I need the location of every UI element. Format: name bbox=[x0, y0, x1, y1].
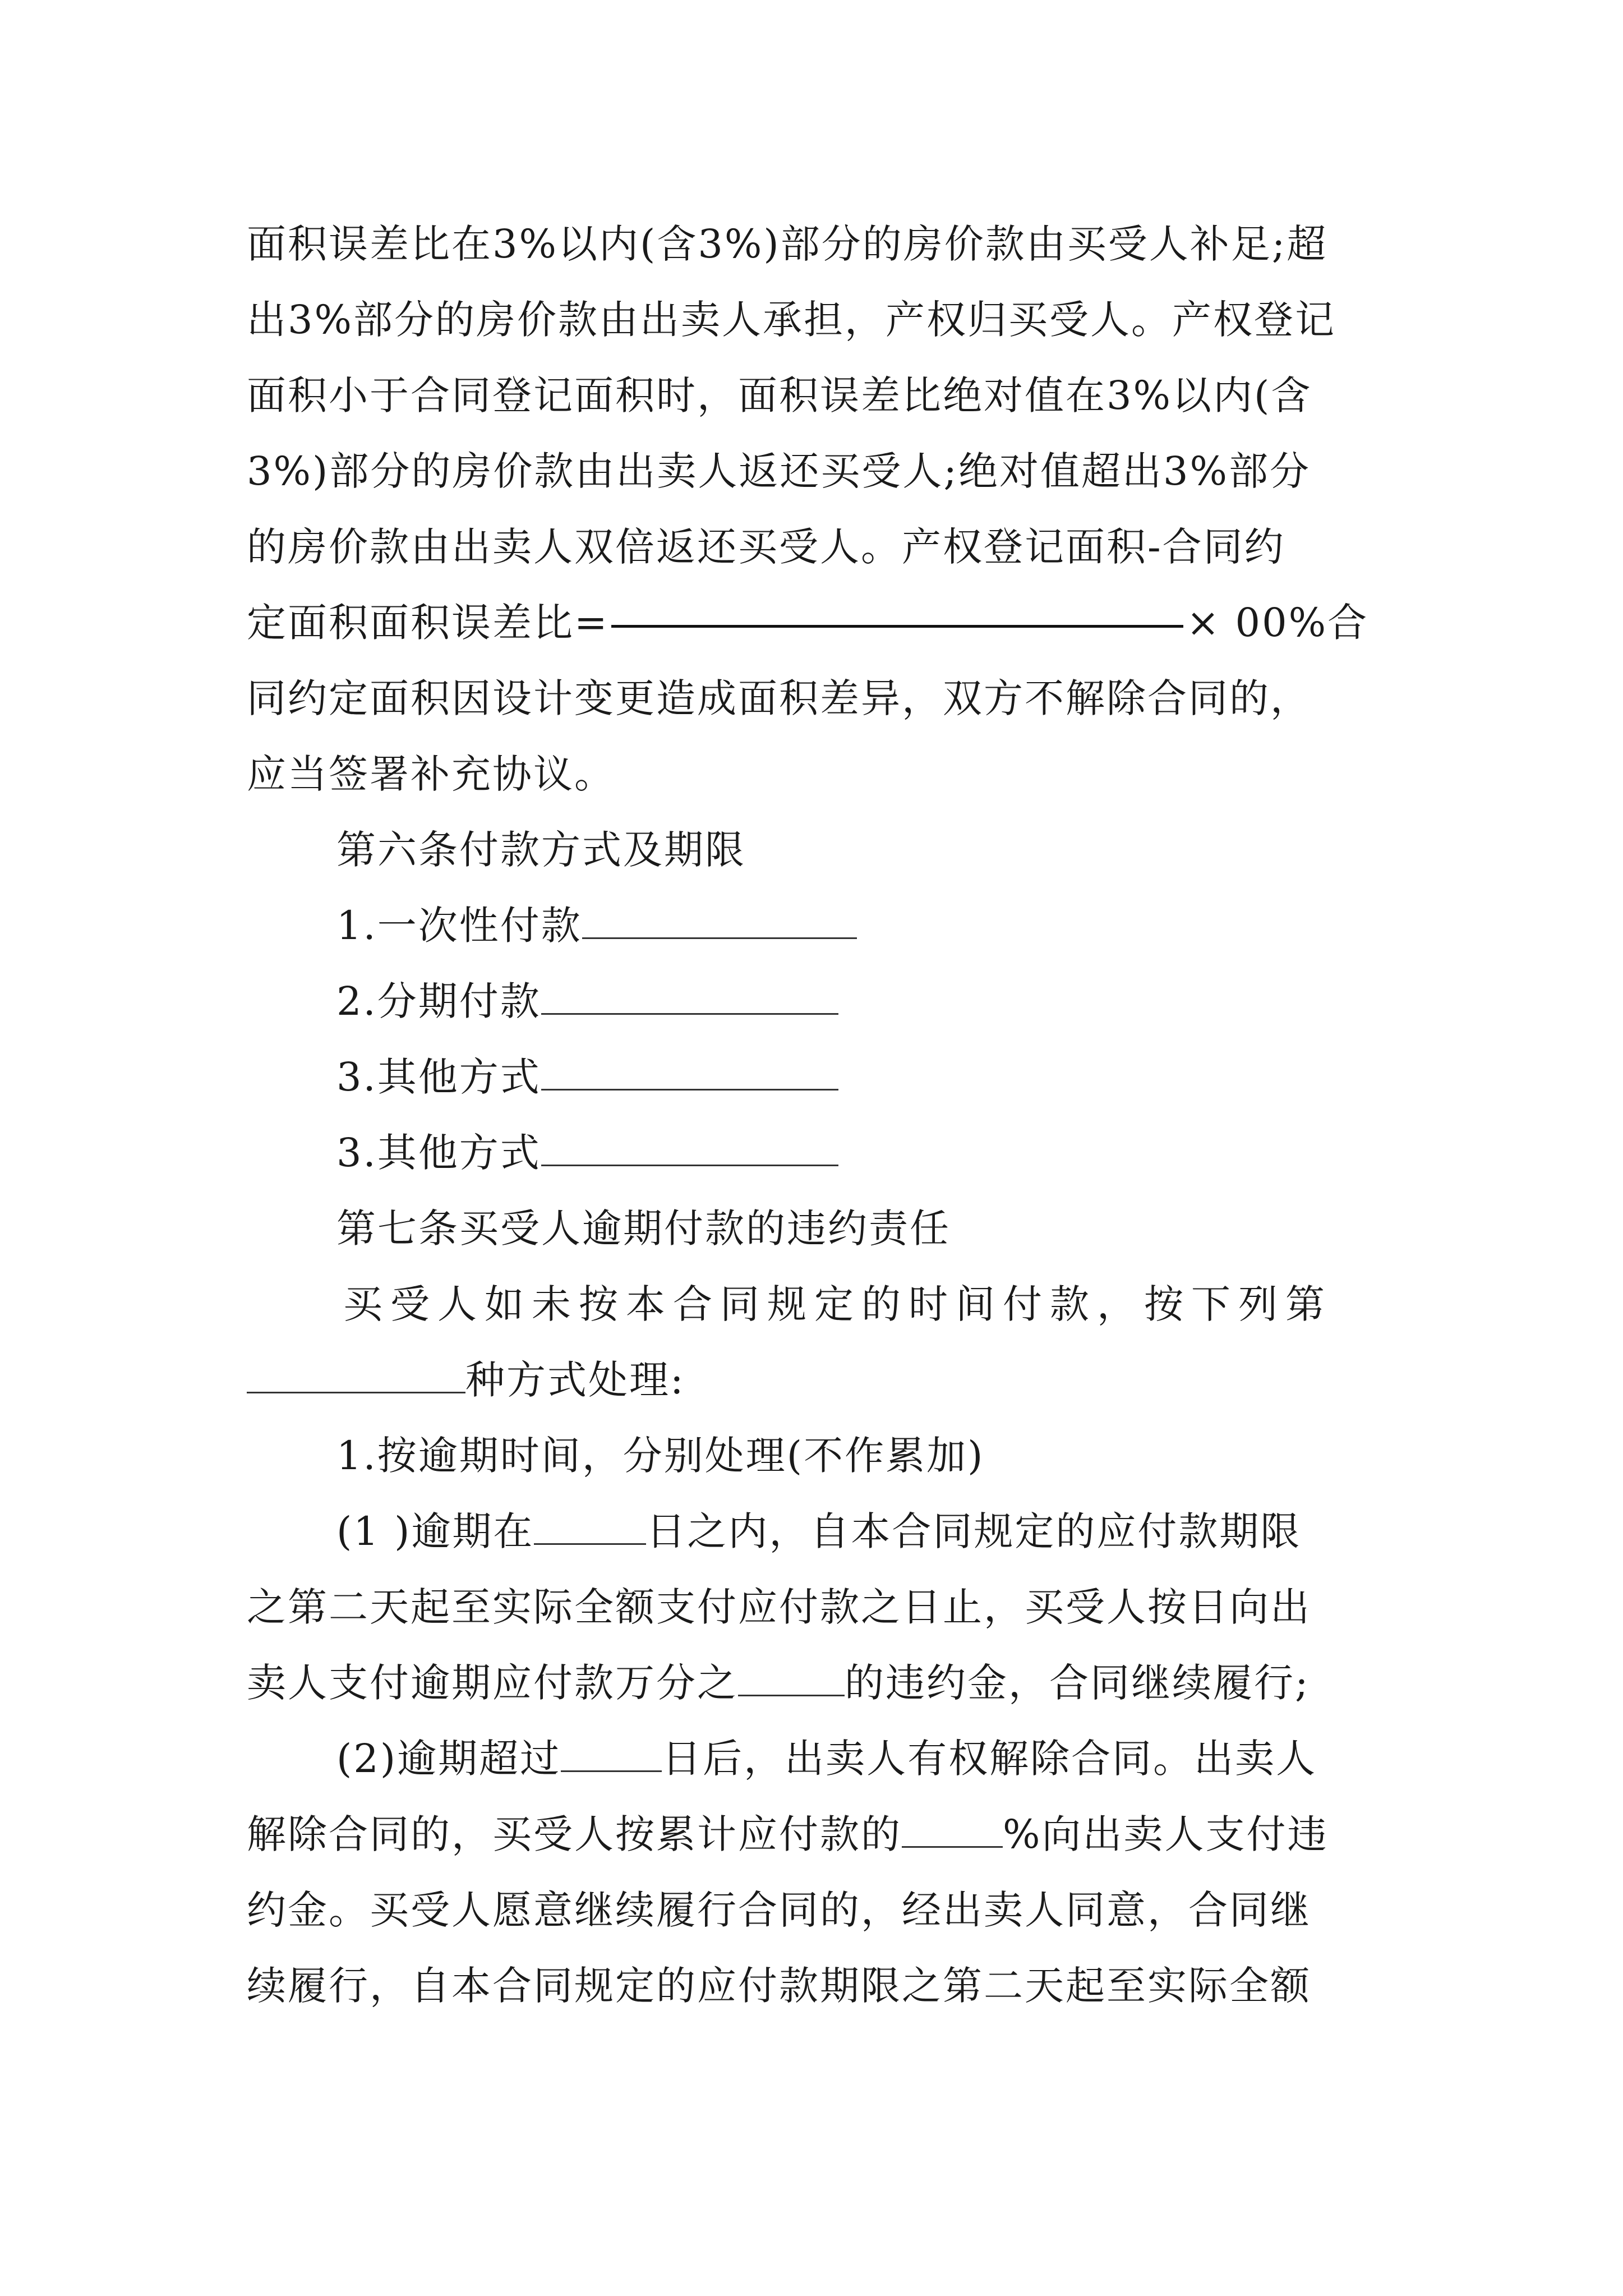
paragraph-line bbox=[247, 1341, 1396, 1419]
paragraph-line: 之第二天起至实际全额支付应付款之日止，买受人按日向出 bbox=[247, 1584, 1311, 1630]
sub-clause-2 bbox=[336, 1719, 1396, 1798]
paragraph-line: 面积误差比在3%以内(含3%)部分的房价款由买受人补足;超 bbox=[247, 221, 1328, 267]
paragraph-line: 续履行，自本合同规定的应付款期限之第二天起至实际全额 bbox=[247, 1963, 1311, 2009]
paragraph-line: 3%)部分的房价款由出卖人返还买受人;绝对值超出3%部分 bbox=[247, 448, 1311, 494]
payment-option-3 bbox=[336, 1038, 1396, 1116]
payment-option-1 bbox=[336, 886, 1396, 965]
paragraph-text: (2)逾期超过 bbox=[336, 1736, 561, 1782]
fill-in-blank[interactable] bbox=[541, 979, 838, 1015]
paragraph-line: 买受人如未按本合同规定的时间付款，按下列第 bbox=[343, 1281, 1332, 1327]
paragraph-line: 约金。买受人愿意继续履行合同的，经出卖人同意，合同继 bbox=[247, 1887, 1311, 1933]
paragraph-text: %向出卖人支付违 bbox=[1003, 1811, 1329, 1857]
paragraph-text: 日后，出卖人有权解除合同。出卖人 bbox=[662, 1736, 1317, 1782]
fill-in-blank[interactable] bbox=[561, 1737, 662, 1772]
paragraph-text: 的违约金，合同继续履行; bbox=[845, 1660, 1310, 1706]
payment-option-4 bbox=[336, 1114, 1396, 1192]
sub-clause-1 bbox=[336, 1492, 1396, 1571]
formula-label: 定面积面积误差比= bbox=[247, 600, 609, 646]
paragraph-line: 应当签署补充协议。 bbox=[247, 751, 615, 797]
paragraph-text: (1 )逾期在 bbox=[336, 1508, 534, 1554]
paragraph-line bbox=[247, 1644, 1396, 1722]
paragraph-line: 面积小于合同登记面积时，面积误差比绝对值在3%以内(含 bbox=[247, 372, 1312, 418]
paragraph-text: 卖人支付逾期应付款万分之 bbox=[247, 1660, 738, 1706]
paragraph-line: 同约定面积因设计变更造成面积差异，双方不解除合同的， bbox=[247, 675, 1311, 721]
payment-option-label: 3.其他方式 bbox=[336, 1054, 541, 1100]
fill-in-blank[interactable] bbox=[582, 904, 857, 939]
formula-line bbox=[247, 583, 1396, 662]
payment-option-label: 1.一次性付款 bbox=[336, 903, 582, 949]
payment-option-label: 2.分期付款 bbox=[336, 978, 541, 1024]
fill-in-blank[interactable] bbox=[541, 1131, 838, 1166]
paragraph-line bbox=[247, 1795, 1396, 1874]
fill-in-blank[interactable] bbox=[738, 1661, 845, 1696]
fill-in-blank[interactable] bbox=[534, 1510, 646, 1545]
clause-item-1: 1.按逾期时间，分别处理(不作累加) bbox=[336, 1433, 985, 1479]
fill-in-blank[interactable] bbox=[247, 1358, 465, 1393]
payment-option-label: 3.其他方式 bbox=[336, 1130, 541, 1176]
formula-multiplier: × 00%合 bbox=[1186, 600, 1369, 646]
fill-in-blank[interactable] bbox=[541, 1055, 838, 1091]
fraction-rule bbox=[611, 625, 1183, 628]
payment-option-2 bbox=[336, 962, 1396, 1041]
article-7-heading: 第七条买受人逾期付款的违约责任 bbox=[336, 1205, 951, 1251]
paragraph-text: 日之内，自本合同规定的应付款期限 bbox=[646, 1508, 1302, 1554]
paragraph-text: 种方式处理: bbox=[465, 1357, 685, 1403]
paragraph-text: 解除合同的，买受人按累计应付款的 bbox=[247, 1811, 902, 1857]
paragraph-line: 的房价款由出卖人双倍返还买受人。产权登记面积-合同约 bbox=[247, 524, 1285, 570]
fill-in-blank[interactable] bbox=[902, 1812, 1003, 1848]
article-6-heading: 第六条付款方式及期限 bbox=[336, 827, 746, 873]
paragraph-line: 出3%部分的房价款由出卖人承担，产权归买受人。产权登记 bbox=[247, 297, 1336, 343]
